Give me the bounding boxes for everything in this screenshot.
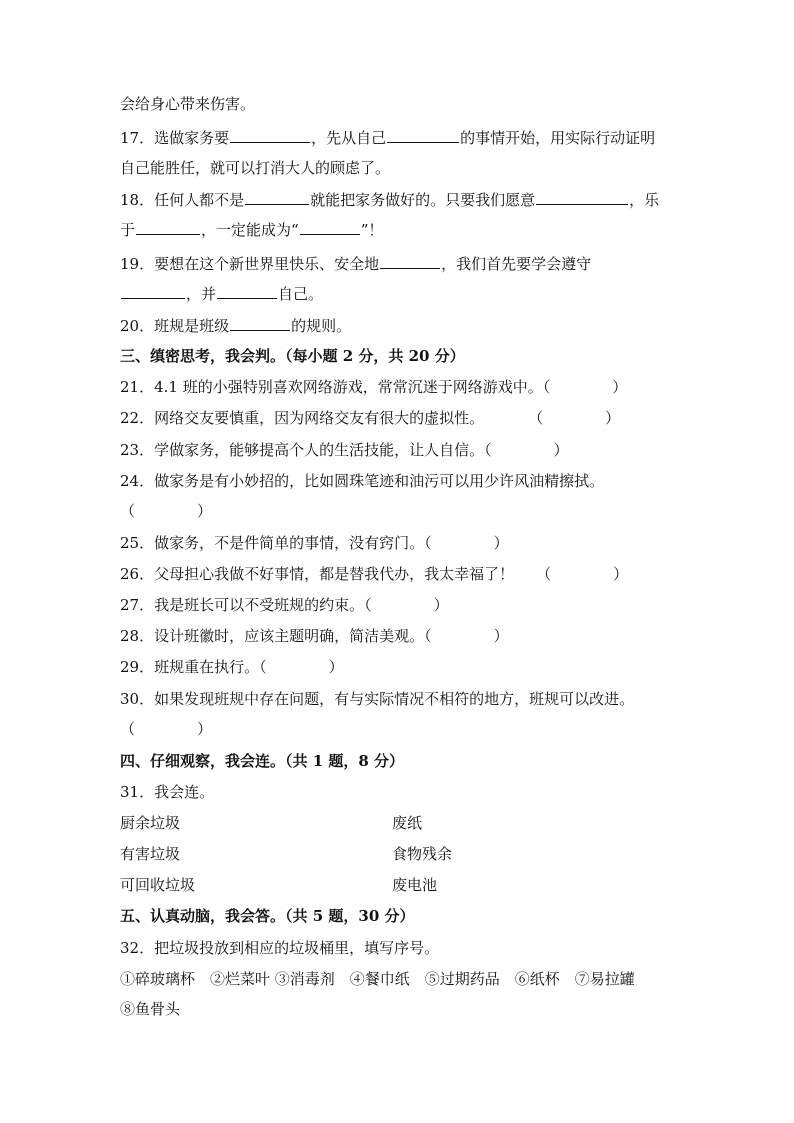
question-28 — [120, 626, 680, 646]
q32-items-text: ①碎玻璃杯 ②烂菜叶 ③消毒剂 ④餐巾纸 ⑤过期药品 ⑥纸杯 ⑦易拉罐 — [120, 970, 635, 988]
match-row-3 — [120, 875, 680, 895]
question-17 — [120, 128, 680, 148]
q21-text: 21．4.1 班的小强特别喜欢网络游戏，常常沉迷于网络游戏中。（ — [120, 378, 551, 396]
section-title: 五、认真动脑，我会答。（共 5 题，30 分） — [120, 907, 415, 925]
answer-blank[interactable] — [245, 190, 309, 205]
section-3-heading — [120, 346, 680, 366]
q18-text-d: 于 — [120, 221, 136, 239]
question-32-items — [120, 969, 680, 989]
answer-blank[interactable] — [300, 220, 360, 235]
q27-text: 27．我是班长可以不受班规的约束。（ — [120, 596, 372, 614]
question-24-paren — [120, 501, 680, 521]
question-31 — [120, 782, 680, 802]
answer-blank[interactable] — [230, 128, 310, 143]
match-right-item[interactable]: 废电池 — [392, 876, 438, 894]
paren-open: （ — [536, 565, 552, 583]
question-26 — [120, 564, 680, 584]
q18-text-f: ”！ — [360, 221, 384, 239]
question-17-cont — [120, 158, 680, 178]
question-22 — [120, 408, 680, 428]
answer-blank[interactable] — [136, 220, 200, 235]
q32-items-text-2: ⑧鱼骨头 — [120, 1000, 181, 1018]
question-20 — [120, 316, 680, 336]
line-text: 会给身心带来伤害。 — [120, 95, 256, 113]
q29-text: 29．班规重在执行。（ — [120, 658, 267, 676]
match-left-item[interactable]: 厨余垃圾 — [120, 814, 181, 832]
match-left-item[interactable]: 有害垃圾 — [120, 845, 181, 863]
section-title: 三、缜密思考，我会判。（每小题 2 分，共 20 分） — [120, 347, 465, 365]
paren-close: ） — [197, 502, 213, 520]
paren-open: （ — [120, 502, 136, 520]
text-line-continuation — [120, 94, 680, 114]
q32-text: 32．把垃圾投放到相应的垃圾桶里，填写序号。 — [120, 939, 440, 957]
paren-open: （ — [528, 409, 544, 427]
q20-text-a: 20．班规是班级 — [120, 317, 230, 335]
paren-close: ） — [433, 596, 449, 614]
question-32 — [120, 938, 680, 958]
question-18-cont — [120, 220, 680, 240]
section-5-heading — [120, 906, 680, 926]
q19-text-c: ，并 — [186, 285, 217, 303]
paren-close: ） — [493, 534, 509, 552]
section-4-heading — [120, 751, 680, 771]
q22-text: 22．网络交友要慎重，因为网络交友有很大的虚拟性。 — [120, 409, 485, 427]
paren-open: （ — [120, 720, 136, 738]
match-right-item[interactable]: 食物残余 — [392, 845, 453, 863]
q18-text-a: 18．任何人都不是 — [120, 191, 245, 209]
q24-text: 24．做家务是有小妙招的，比如圆珠笔迹和油污可以用少许风油精擦拭。 — [120, 472, 605, 490]
q20-text-b: 的规则。 — [291, 317, 352, 335]
q28-text: 28．设计班徽时，应该主题明确，简洁美观。（ — [120, 627, 432, 645]
question-19 — [120, 254, 680, 274]
q31-text: 31．我会连。 — [120, 783, 215, 801]
paren-close: ） — [328, 658, 344, 676]
answer-blank[interactable] — [380, 254, 440, 269]
q18-text-b: 就能把家务做好的。只要我们愿意 — [310, 191, 536, 209]
q17-text-a: 17．选做家务要 — [120, 129, 230, 147]
question-25 — [120, 533, 680, 553]
q18-text-e: ，一定能成为“ — [201, 221, 299, 239]
paren-close: ） — [493, 627, 509, 645]
q17-text-d: 自己能胜任，就可以打消大人的顾虑了。 — [120, 159, 391, 177]
match-left-item[interactable]: 可回收垃圾 — [120, 876, 196, 894]
paren-close: ） — [613, 565, 629, 583]
question-24 — [120, 471, 680, 491]
question-18 — [120, 190, 680, 210]
q17-text-b: ，先从自己 — [311, 129, 387, 147]
question-30-paren — [120, 719, 680, 739]
q25-text: 25．做家务，不是件简单的事情，没有窍门。（ — [120, 534, 432, 552]
question-19-cont — [120, 284, 680, 304]
question-32-items-cont — [120, 999, 680, 1019]
question-30 — [120, 689, 680, 709]
match-row-2 — [120, 844, 680, 864]
match-row-1 — [120, 813, 680, 833]
q19-text-b: ，我们首先要学会遵守 — [441, 255, 592, 273]
answer-blank[interactable] — [230, 316, 290, 331]
q30-text: 30．如果发现班规中存在问题，有与实际情况不相符的地方，班规可以改进。 — [120, 690, 635, 708]
question-27 — [120, 595, 680, 615]
paren-close: ） — [605, 409, 621, 427]
answer-blank[interactable] — [387, 128, 459, 143]
paren-close: ） — [612, 378, 628, 396]
q26-text: 26．父母担心我做不好事情，都是替我代办，我太幸福了！ — [120, 565, 515, 583]
q17-text-c: 的事情开始，用实际行动证明 — [460, 129, 656, 147]
section-title: 四、仔细观察，我会连。（共 1 题，8 分） — [120, 752, 405, 770]
answer-blank[interactable] — [536, 190, 628, 205]
answer-blank[interactable] — [217, 284, 277, 299]
paren-close: ） — [197, 720, 213, 738]
q23-text: 23．学做家务，能够提高个人的生活技能，让人自信。（ — [120, 441, 492, 459]
match-right-item[interactable]: 废纸 — [392, 814, 423, 832]
q19-text-d: 自己。 — [278, 285, 324, 303]
question-23 — [120, 440, 680, 460]
question-29 — [120, 657, 680, 677]
paren-close: ） — [553, 441, 569, 459]
q18-text-c: ，乐 — [629, 191, 660, 209]
question-21 — [120, 377, 680, 397]
q19-text-a: 19．要想在这个新世界里快乐、安全地 — [120, 255, 380, 273]
answer-blank[interactable] — [121, 284, 185, 299]
